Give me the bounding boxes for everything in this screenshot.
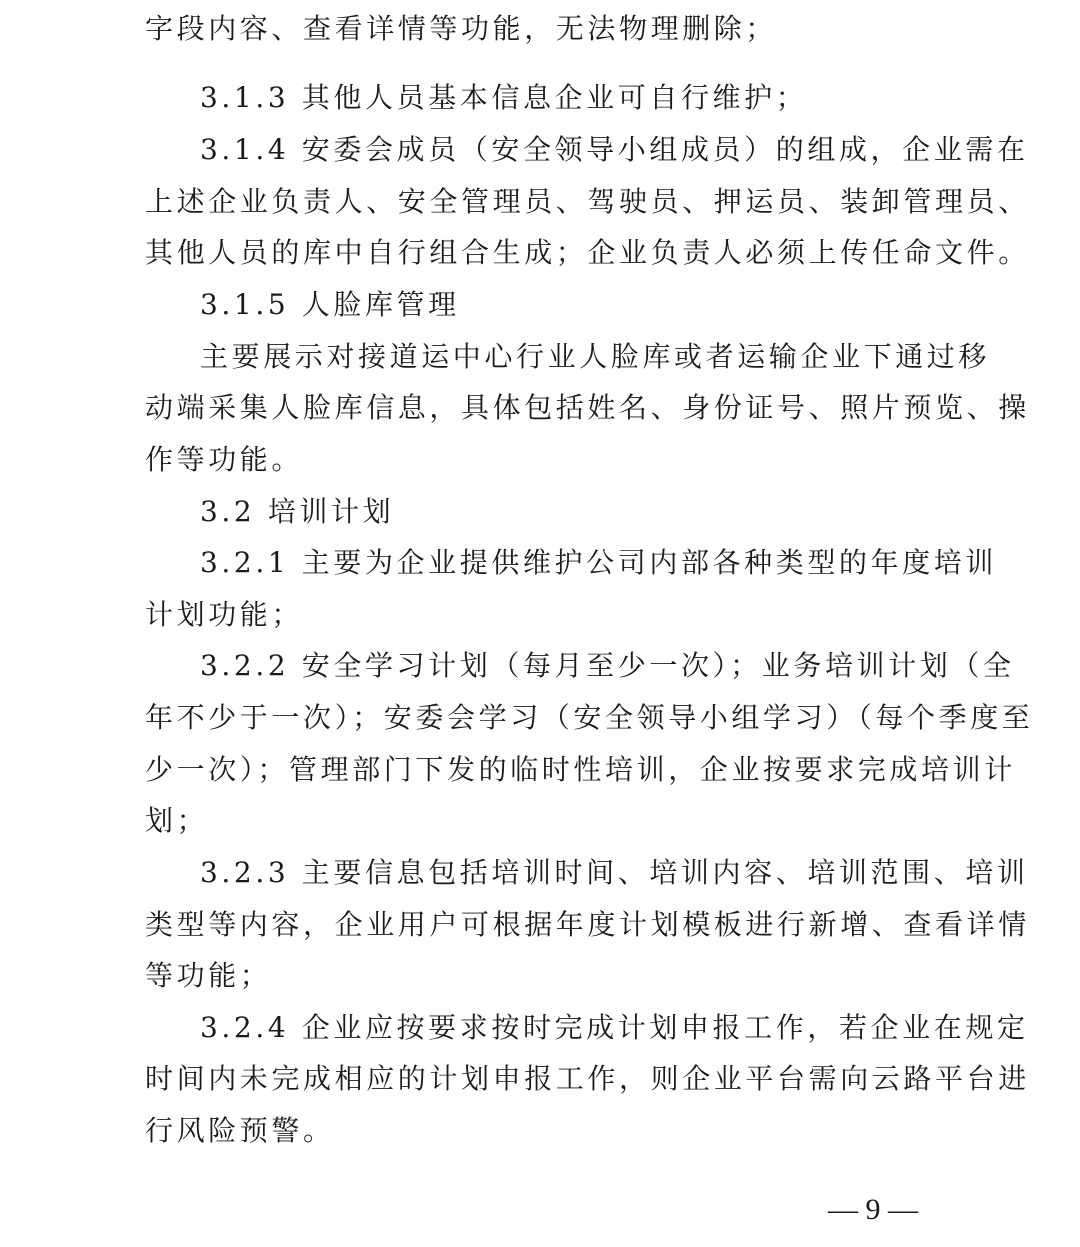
text-line: 年不少于一次）；安委会学习（安全领导小组学习）（每个季度至	[145, 701, 1034, 734]
text-line: 其他人员的库中自行组合生成；企业负责人必须上传任命文件。	[145, 236, 1030, 269]
text-line: 少一次）；管理部门下发的临时性培训，企业按要求完成培训计	[145, 753, 1016, 786]
text-line: 3.1.3 其他人员基本信息企业可自行维护；	[200, 81, 808, 114]
text-line: 3.2.4 企业应按要求按时完成计划申报工作，若企业在规定	[200, 1011, 1029, 1044]
text-line: 主要展示对接道运中心行业人脸库或者运输企业下通过移	[200, 340, 991, 373]
text-line: 3.1.4 安委会成员（安全领导小组成员）的组成，企业需在	[200, 133, 1029, 166]
text-line: 等功能；	[145, 959, 272, 992]
text-line: 计划功能；	[145, 598, 304, 631]
page-number: — 9 —	[828, 1193, 918, 1226]
section-heading: 3.1.5 人脸库管理	[200, 288, 460, 321]
text-line: 时间内未完成相应的计划申报工作，则企业平台需向云路平台进	[145, 1062, 1030, 1095]
text-line: 字段内容、查看详情等功能，无法物理删除；	[145, 12, 778, 45]
text-line: 类型等内容，企业用户可根据年度计划模板进行新增、查看详情	[145, 908, 1030, 941]
section-heading: 3.2 培训计划	[200, 495, 395, 528]
text-line: 3.2.2 安全学习计划（每月至少一次）；业务培训计划（全	[200, 649, 1015, 682]
text-line: 行风险预警。	[145, 1114, 335, 1147]
text-line: 动端采集人脸库信息，具体包括姓名、身份证号、照片预览、操	[145, 391, 1030, 424]
text-line: 3.2.3 主要信息包括培训时间、培训内容、培训范围、培训	[200, 856, 1029, 889]
text-line: 划；	[145, 804, 209, 837]
text-line: 作等功能。	[145, 443, 304, 476]
text-line: 3.2.1 主要为企业提供维护公司内部各种类型的年度培训	[200, 546, 997, 579]
text-line: 上述企业负责人、安全管理员、驾驶员、押运员、装卸管理员、	[145, 185, 1030, 218]
